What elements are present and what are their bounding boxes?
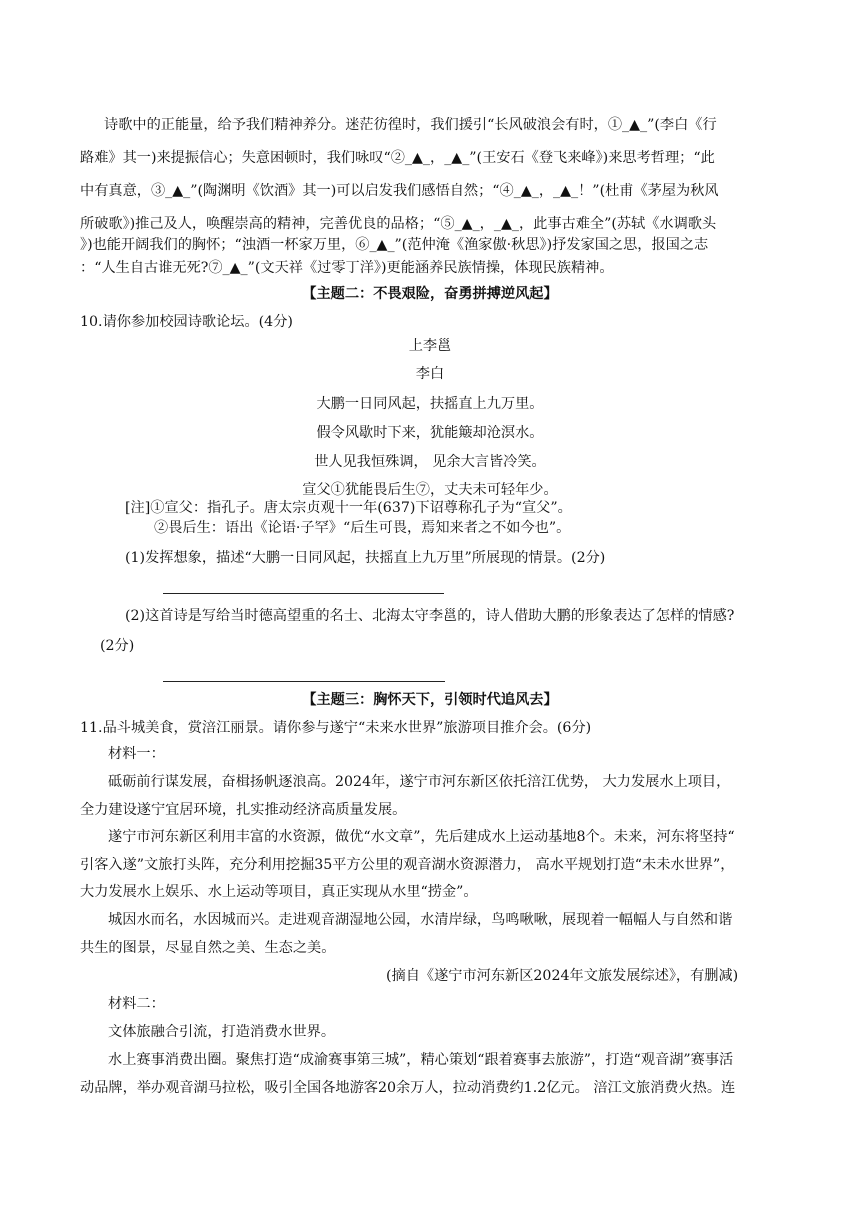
passage-line-5: 》)也能开阔我们的胸怀；“浊酒一杯家万里，⑥_▲_”(范仲淹《渔家傲·秋思》)抒发家国之思，报国之志 xyxy=(80,237,709,253)
poem-note-2: ②畏后生：语出《论语·子罕》“后生可畏，焉知来者之不如今也”。 xyxy=(154,520,571,536)
material-1-line-4: 引客入遂”文旅打头阵，充分利用挖掘35平方公里的观音湖水资源潜力， 高水平规划打造“未未水世界”， xyxy=(80,857,735,873)
material-1-line-3: 遂宁市河东新区利用丰富的水资源，做优“水文章”，先后建成水上运动基地8个。未来，河东将坚持“ xyxy=(108,829,735,845)
passage-line-6: ：“人生自古谁无死?⑦_▲_”(文天祥《过零丁洋》)更能涵养民族情操，体现民族精神。 xyxy=(80,260,614,276)
material-1-line-1: 砥砺前行谋发展，奋楫扬帆逐浪高。2024年，遂宁市河东新区依托涪江优势， 大力发展水上项目， xyxy=(108,774,731,790)
material-2-label: 材料二： xyxy=(108,996,165,1012)
material-1-line-5: 大力发展水上娱乐、水上运动等项目，真正实现从水里“捞金”。 xyxy=(80,884,478,900)
poem-line-1: 大鹏一日同风起，扶摇直上九万里。 xyxy=(316,396,544,412)
material-1-line-7: 共生的图景，尽显自然之美、生态之美。 xyxy=(80,940,336,956)
material-2-line-1: 文体旅融合引流，打造消费水世界。 xyxy=(108,1024,336,1040)
passage-line-2: 路难》其一)来提振信心；失意困顿时，我们咏叹“②_▲_，_▲_”(王安石《登飞来峰》)来思考哲理；“此 xyxy=(80,150,715,166)
poem-title: 上李邕 xyxy=(408,338,452,354)
passage-line-1: 诗歌中的正能量，给予我们精神养分。迷茫彷徨时，我们援引“长风破浪会有时，①_▲_”(李白《行 xyxy=(104,117,717,133)
answer-line-2[interactable] xyxy=(163,681,445,682)
answer-line-1[interactable] xyxy=(163,593,444,594)
sub-question-2-line-2: (2分) xyxy=(100,638,135,654)
question-11-stem: 11.品斗城美食，赏涪江丽景。请你参与遂宁“未来水世界”旅游项目推介会。(6分) xyxy=(80,720,592,736)
theme-2-heading: 【主题二：不畏艰险，奋勇拼搏逆风起】 xyxy=(302,286,558,302)
question-10-stem: 10.请你参加校园诗歌论坛。(4分) xyxy=(80,314,293,330)
poem-line-4: 宣父①犹能畏后生⑦，丈夫未可轻年少。 xyxy=(302,482,558,498)
material-1-label: 材料一： xyxy=(108,746,165,762)
material-2-line-3: 动品牌，举办观音湖马拉松，吸引全国各地游客20余万人，拉动消费约1.2亿元。 涪江文旅消费火热。连 xyxy=(80,1080,736,1096)
material-1-source: (摘自《遂宁市河东新区2024年文旅发展综述》，有删减) xyxy=(386,968,739,984)
poem-author: 李白 xyxy=(415,366,445,382)
poem-line-2: 假令风歇时下来，犹能簸却沧溟水。 xyxy=(316,425,544,441)
material-2-line-2: 水上赛事消费出圈。聚焦打造“成渝赛事第三城”，精心策划“跟着赛事去旅游”，打造“观音湖”赛事活 xyxy=(108,1052,734,1068)
sub-question-2-line-1: (2)这首诗是写给当时德高望重的名士、北海太守李邕的，诗人借助大鹏的形象表达了怎样的情感? xyxy=(125,608,735,624)
poem-line-3: 世人见我恒殊调， 见余大言皆冷笑。 xyxy=(314,454,546,470)
poem-note-1: [注]①宣父：指孔子。唐太宗贞观十一年(637)下诏尊称孔子为“宣父”。 xyxy=(125,500,572,516)
material-1-line-6: 城因水而名，水因城而兴。走进观音湖湿地公园，水清岸绿，鸟鸣啾啾，展现着一幅幅人与自然和谐 xyxy=(108,912,733,928)
passage-line-3: 中有真意，③_▲_”(陶渊明《饮酒》其一)可以启发我们感悟自然；“④_▲_，_▲_！”(杜甫《茅屋为秋风 xyxy=(80,183,719,199)
material-1-line-2: 全力建设遂宁宜居环境，扎实推动经济高质量发展。 xyxy=(80,802,407,818)
passage-line-4: 所破歌》)推己及人，唤醒崇高的精神，完善优良的品格；“⑤_▲_，_▲_，此事古难全”(苏轼《水调歌头 xyxy=(80,216,717,232)
sub-question-1: (1)发挥想象，描述“大鹏一日同风起，扶摇直上九万里”所展现的情景。(2分) xyxy=(125,550,606,566)
theme-3-heading: 【主题三：胸怀天下，引领时代追风去】 xyxy=(302,692,558,708)
